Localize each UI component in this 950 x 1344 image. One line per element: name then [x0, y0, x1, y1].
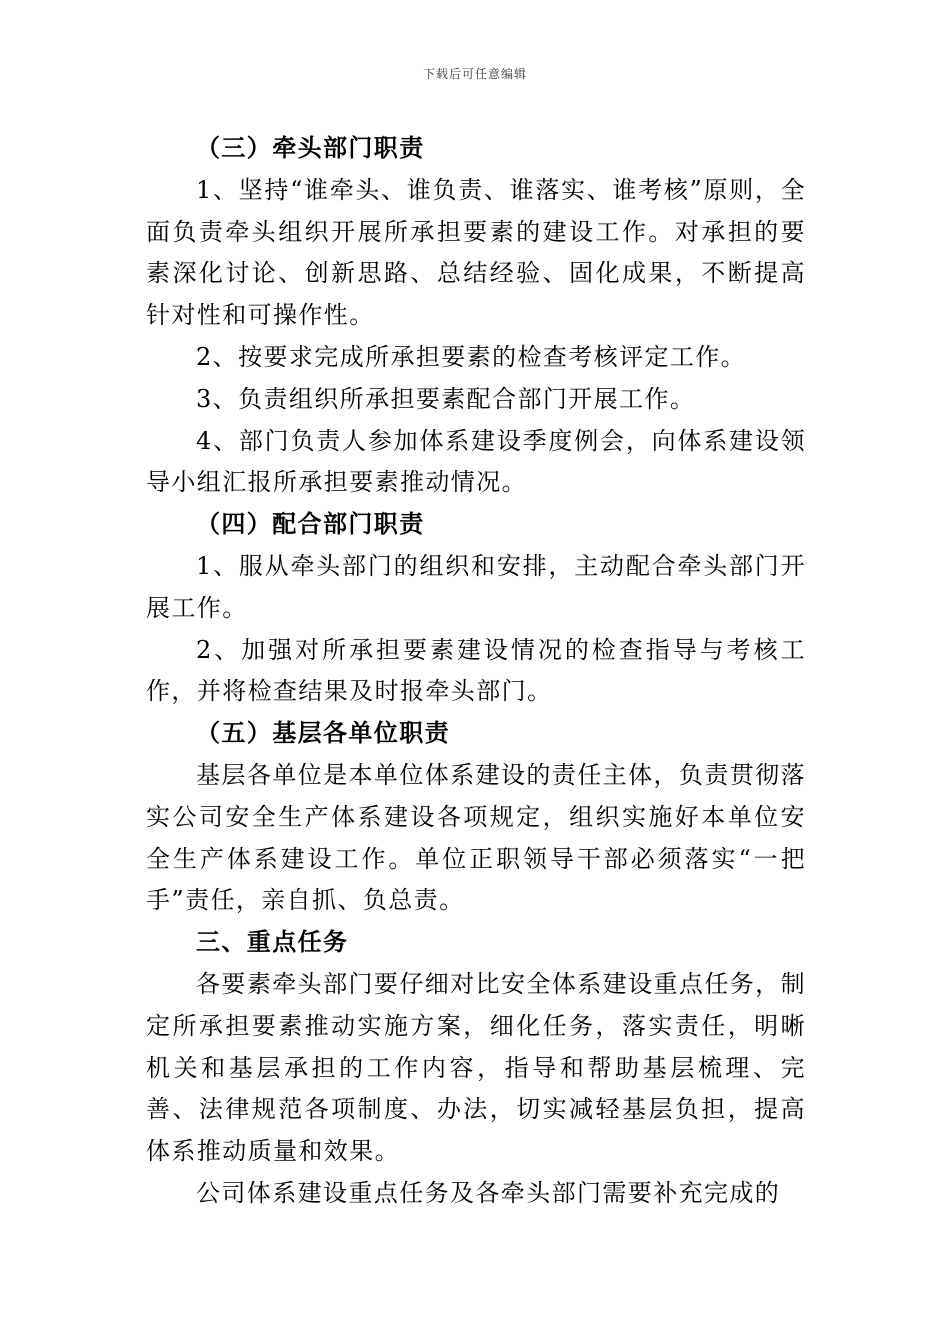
section-heading-5: （五）基层各单位职责	[196, 719, 450, 748]
section-heading-3: （三）牵头部门职责	[196, 134, 425, 162]
paragraph: 1、坚持“谁牵头、谁负责、谁落实、谁考核”原则，全面负责牵头组织开展所承担要素的建设工作。对承担的要素深化讨论、创新思路、总结经验、固化成果，不断提高针对性和可操作性。	[146, 175, 806, 330]
section-heading-4: （四）配合部门职责	[196, 510, 425, 539]
document-body	[146, 128, 806, 1215]
paragraph: 基层各单位是本单位体系建设的责任主体，负责贯彻落实公司安全生产体系建设各项规定，组织实施好本单位安全生产体系建设工作。单位正职领导干部必须落实“一把手”责任，亲自抓、负总责。	[146, 760, 806, 915]
paragraph: 各要素牵头部门要仔细对比安全体系建设重点任务，制定所承担要素推动实施方案，细化任务，落实责任，明晰机关和基层承担的工作内容，指导和帮助基层梳理、完善、法律规范各项制度、办法，切实减轻基层负担，提高体系推动质量和效果。	[146, 969, 806, 1166]
paragraph: 4、部门负责人参加体系建设季度例会，向体系建设领导小组汇报所承担要素推动情况。	[146, 426, 806, 497]
page-header: 下载后可任意编辑	[422, 67, 527, 81]
paragraph: 公司体系建设重点任务及各牵头部门需要补充完成的	[196, 1178, 781, 1207]
paragraph: 3、负责组织所承担要素配合部门开展工作。	[196, 384, 696, 413]
section-heading-key-tasks: 三、重点任务	[196, 928, 349, 957]
paragraph: 1、服从牵头部门的组织和安排，主动配合牵头部门开展工作。	[146, 551, 806, 622]
paragraph: 2、加强对所承担要素建设情况的检查指导与考核工作，并将检查结果及时报牵头部门。	[146, 635, 806, 706]
paragraph: 2、按要求完成所承担要素的检查考核评定工作。	[196, 342, 747, 371]
